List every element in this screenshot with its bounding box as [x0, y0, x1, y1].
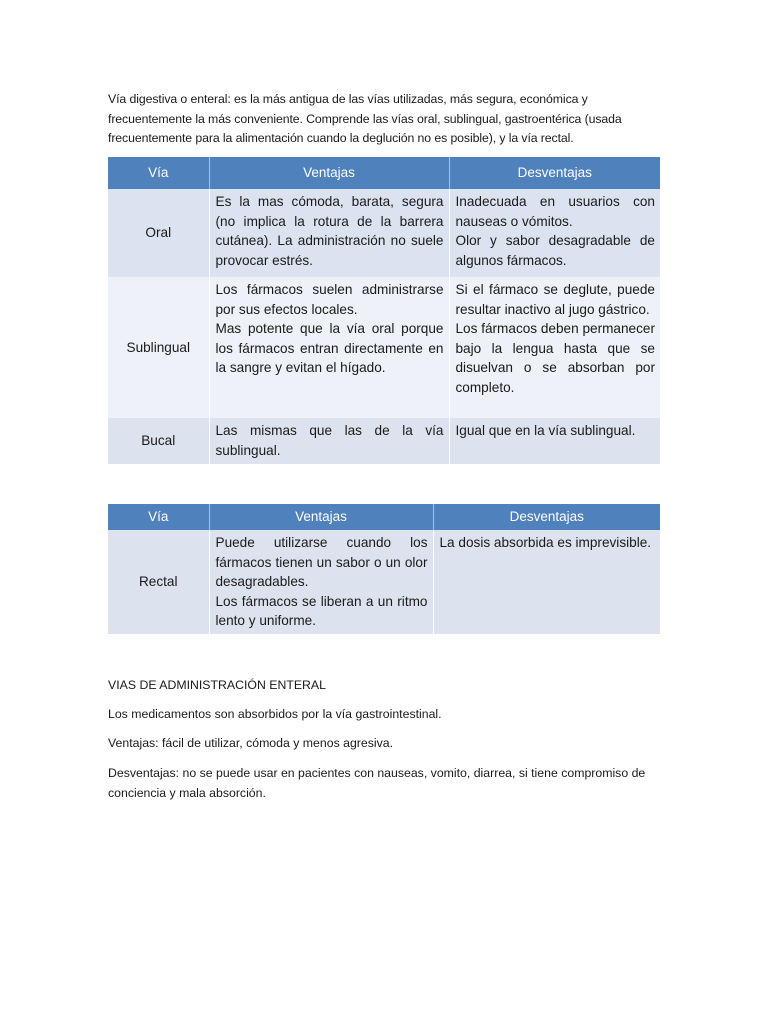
ventajas-cell	[209, 418, 449, 464]
via-cell: Rectal	[108, 530, 209, 634]
via-cell: Oral	[108, 189, 209, 277]
intro-paragraph: Vía digestiva o enteral: es la más antigua de las vías utilizadas, más segura, económica y frecuentemente la más conveniente. Comprende las vías oral, sublingual, gastroentérica (usada frecuentemente para la alimentación cuando la deglución no es posible), y la vía rectal.	[108, 92, 622, 146]
cell-text: Puede utilizarse cuando los fármacos tienen un sabor o un olor desagradables.	[215, 535, 428, 590]
ventajas-cell	[209, 530, 433, 634]
table-row-bucal	[108, 418, 660, 464]
header-desventajas: Desventajas	[433, 504, 660, 530]
ventajas-cell	[209, 277, 449, 418]
desventajas-cell	[449, 189, 660, 277]
desventajas-cell	[433, 530, 660, 634]
cell-text: Si el fármaco se deglute, puede resultar inactivo al jugo gástrico.	[455, 282, 655, 317]
table-header-row	[108, 157, 660, 189]
desventajas-cell	[449, 277, 660, 418]
cell-text: La dosis absorbida es imprevisible.	[439, 535, 652, 550]
section-paragraph-1: Los medicamentos son absorbidos por la vía gastrointestinal.	[108, 707, 442, 721]
cell-text: Olor y sabor desagradable de algunos fármacos.	[455, 233, 655, 268]
administration-routes-table	[108, 157, 660, 464]
cell-text: Los fármacos se liberan a un ritmo lento y uniforme.	[215, 593, 428, 629]
cell-text: Las mismas que las de la vía sublingual.	[215, 423, 444, 458]
cell-text: Los fármacos deben permanecer bajo la lengua hasta que se disuelvan o se absorban por completo.	[455, 321, 655, 395]
cell-text: Mas potente que la vía oral porque los fármacos entran directamente en la sangre y evitan el hígado.	[215, 321, 444, 376]
desventajas-cell	[449, 418, 660, 464]
table-row-oral	[108, 189, 660, 277]
header-ventajas: Ventajas	[209, 504, 433, 530]
cell-text: Es la mas cómoda, barata, segura (no implica la rotura de la barrera cutánea). La administración no suele provocar estrés.	[215, 194, 444, 268]
section-paragraph-3: Desventajas: no se puede usar en pacientes con nauseas, vomito, diarrea, si tiene compromiso de conciencia y mala absorción.	[108, 766, 646, 800]
cell-text: Los fármacos suelen administrarse por sus efectos locales.	[215, 282, 444, 317]
rectal-route-table	[108, 504, 660, 634]
section-title: VIAS DE ADMINISTRACIÓN ENTERAL	[108, 678, 326, 692]
section-paragraph-2: Ventajas: fácil de utilizar, cómoda y menos agresiva.	[108, 736, 394, 750]
via-cell: Sublingual	[108, 277, 209, 418]
cell-text: Inadecuada en usuarios con nauseas o vómitos.	[455, 194, 655, 229]
ventajas-cell	[209, 189, 449, 277]
header-desventajas: Desventajas	[449, 157, 660, 189]
table-header-row	[108, 504, 660, 530]
header-ventajas: Ventajas	[209, 157, 449, 189]
header-via: Vía	[108, 157, 209, 189]
via-cell: Bucal	[108, 418, 209, 464]
table-row-rectal	[108, 530, 660, 634]
header-via: Vía	[108, 504, 209, 530]
table-row-sublingual	[108, 277, 660, 418]
cell-text: Igual que en la vía sublingual.	[455, 423, 636, 438]
